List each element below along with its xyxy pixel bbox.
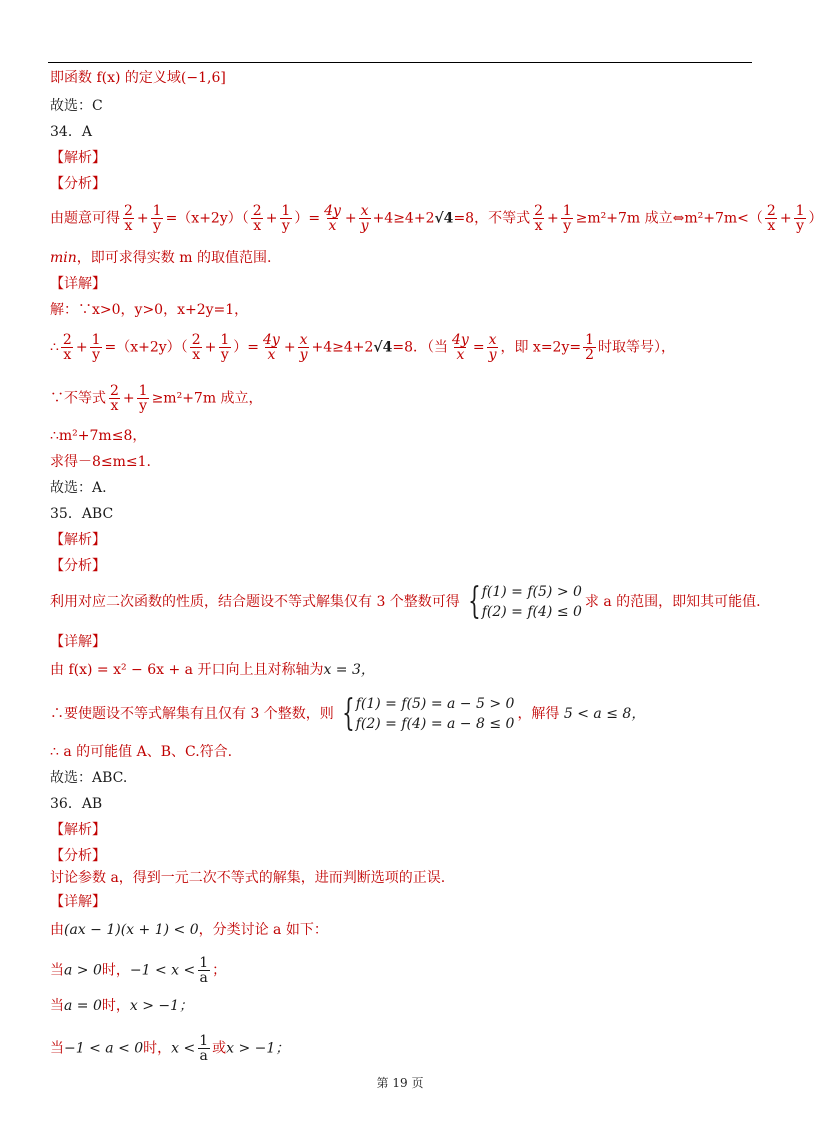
text-segment: ，解得 xyxy=(517,706,560,722)
case-result: x < xyxy=(171,1040,196,1057)
solution-line-1: 解：∵x>0，y>0，x+2y=1， xyxy=(50,302,249,318)
case-condition: a = 0 xyxy=(64,998,102,1014)
sqrt-4: √4 xyxy=(373,339,393,356)
text-segment: 由 xyxy=(50,922,64,938)
sqrt-4: √4 xyxy=(434,210,454,227)
analysis-formula-34: 由题意可得 $\frac{2}{x}$ + $\frac{1}{y}$ =（x+2y）（ $\frac{2}{x}$ + $\frac{1}{y}$ ）= $\frac{4y}{x}$ + $\frac{x}{y}$ +4≥4+2√4=8，不等式 $\frac{2}{x}$ + $\frac{1}{y}$ ≥m²+7m 成立⇔m²+7m<（ $\frac{2}{x}$ + $\frac{1}{y}$ ） xyxy=(50,203,822,234)
solution-36-case-3 xyxy=(50,1034,289,1063)
fraction-2-x: $\frac{2}{x}$ xyxy=(534,203,543,234)
case-result: −1 < x < xyxy=(129,962,196,979)
fraction-1-y: $\frac{1}{y}$ xyxy=(152,203,162,234)
text-segment: +4≥4+2 xyxy=(372,210,435,227)
text-segment: 求 a 的范围，即知其可能值. xyxy=(584,594,761,610)
question-36-number: 36．AB xyxy=(50,796,103,812)
text-segment: ）= xyxy=(294,210,321,227)
solution-36-line-1 xyxy=(50,920,328,940)
fraction-x-y: $\frac{x}{y}$ xyxy=(488,332,497,363)
text-segment: =（x+2y）（ xyxy=(104,339,188,356)
text-segment: ，即 x=2y= xyxy=(500,339,582,356)
fraction-x-y: $\frac{x}{y}$ xyxy=(360,203,369,234)
fenxi-heading-36: 【分析】 xyxy=(50,848,106,864)
solution-line-5: 求得－8≤m≤1. xyxy=(50,454,152,470)
text-segment: ）= xyxy=(233,339,259,356)
solution-35-line-3: ∴ a 的可能值 A、B、C.符合. xyxy=(50,744,233,760)
text-segment: =（x+2y）（ xyxy=(165,210,249,227)
analysis-35 xyxy=(50,582,761,622)
jiexi-heading-35: 【解析】 xyxy=(50,532,106,548)
axis-equation: x = 3， xyxy=(323,662,375,678)
solution-35-line-1 xyxy=(50,660,375,680)
fenxi-heading-34: 【分析】 xyxy=(50,176,106,192)
fraction-4y-x: $\frac{4y}{x}$ xyxy=(263,332,280,363)
solution-line-2: ∴ $\frac{2}{x}$ + $\frac{1}{y}$ =（x+2y）（ $\frac{2}{x}$ + $\frac{1}{y}$ ）= $\frac{4y}{x}$ + $\frac{x}{y}$ +4≥4+2√4=8．（当 $\frac{4y}{x}$ = $\frac{x}{y}$ ，即 x=2y= $\frac{1}{2}$ 时取等号）， xyxy=(50,332,676,363)
answer-line-34: 故选：A. xyxy=(50,480,107,496)
xiangjie-heading-34: 【详解】 xyxy=(50,276,106,292)
question-35-number: 35．ABC xyxy=(50,506,114,522)
inequality-expression: (ax − 1)(x + 1) < 0 xyxy=(64,922,199,938)
fraction-x-y: $\frac{x}{y}$ xyxy=(299,332,308,363)
text-segment: 时取等号）， xyxy=(598,339,676,356)
text-segment: ，分类讨论 a 如下： xyxy=(198,922,328,938)
case-result: x > −1； xyxy=(226,1040,290,1057)
text-segment: 或 xyxy=(212,1040,227,1057)
text-segment: 当 xyxy=(50,962,64,979)
text-segment: 当 xyxy=(50,998,64,1014)
solution-36-case-2 xyxy=(50,996,193,1016)
fraction-2-x: $\frac{2}{x}$ xyxy=(191,332,201,363)
text-segment: 由 f(x) = x² − 6x + a 开口向上且对称轴为 xyxy=(50,662,324,678)
answer-line-33: 故选：C xyxy=(50,98,103,114)
fraction-2-x: $\frac{2}{x}$ xyxy=(252,203,262,234)
solution-line-3: ∵不等式 $\frac{2}{x}$ + $\frac{1}{y}$ ≥m²+7m 成立， xyxy=(50,383,263,414)
fenxi-heading-35: 【分析】 xyxy=(50,558,106,574)
text-segment: 由题意可得 xyxy=(50,210,120,227)
system-row: f(2) = f(4) ≤ 0 xyxy=(481,604,582,620)
fraction-2-x: $\frac{2}{x}$ xyxy=(110,383,119,414)
text-segment: ； xyxy=(212,962,227,979)
question-34-number: 34．A xyxy=(50,124,92,140)
range-result: 5 < a ≤ 8， xyxy=(563,706,646,722)
xiangjie-heading-36: 【详解】 xyxy=(50,894,106,910)
answer-line-35: 故选：ABC. xyxy=(50,770,128,786)
text-segment: 时， xyxy=(101,962,130,979)
fraction-2-x: $\frac{2}{x}$ xyxy=(766,203,776,234)
fraction-1-y: $\frac{1}{y}$ xyxy=(91,332,101,363)
analysis-formula-34-cont xyxy=(50,248,271,268)
fraction-1-y: $\frac{1}{y}$ xyxy=(281,203,291,234)
text-segment: ∴要使题设不等式解集有且仅有 3 个整数，则 xyxy=(50,706,334,722)
left-brace: { xyxy=(467,581,481,622)
text-segment: ） xyxy=(808,210,822,227)
fraction-2-x: $\frac{2}{x}$ xyxy=(124,203,133,234)
inequality-system xyxy=(463,582,582,622)
jiexi-heading-36: 【解析】 xyxy=(50,822,106,838)
xiangjie-heading-35: 【详解】 xyxy=(50,634,106,650)
system-row: f(1) = f(5) > 0 xyxy=(481,584,582,600)
system-row: f(2) = f(4) = a − 8 ≤ 0 xyxy=(355,716,515,732)
case-result: x > −1； xyxy=(129,998,194,1014)
fraction-4y-x: $\frac{4y}{x}$ xyxy=(324,203,341,234)
text-segment: +4≥4+2 xyxy=(311,339,374,356)
solution-36-case-1 xyxy=(50,956,226,985)
page-number: 第 19 页 xyxy=(376,1076,424,1090)
inequality-system xyxy=(337,694,515,734)
text-segment: ∴ xyxy=(50,339,59,356)
fraction-4y-x: $\frac{4y}{x}$ xyxy=(452,332,469,363)
fraction-1-y: $\frac{1}{y}$ xyxy=(220,332,230,363)
text-segment: 时， xyxy=(101,998,130,1014)
system-rows xyxy=(482,582,582,622)
system-rows xyxy=(356,694,515,734)
system-row: f(1) = f(5) = a − 5 > 0 xyxy=(355,696,515,712)
text-segment: 时， xyxy=(143,1040,172,1057)
case-condition: a > 0 xyxy=(64,962,102,979)
text-segment: 当 xyxy=(50,1040,64,1057)
fraction-1-a: $\frac{1}{a}$ xyxy=(199,1033,209,1064)
fraction-2-x: $\frac{2}{x}$ xyxy=(62,332,72,363)
case-condition: −1 < a < 0 xyxy=(64,1040,144,1057)
fraction-1-2: $\frac{1}{2}$ xyxy=(585,332,595,363)
text-segment: ，即可求得实数 m 的取值范围. xyxy=(76,250,272,266)
fraction-1-y: $\frac{1}{y}$ xyxy=(138,383,148,414)
fraction-1-y: $\frac{1}{y}$ xyxy=(795,203,805,234)
text-segment: ≥m²+7m 成立⇔m²+7m<（ xyxy=(575,210,763,227)
domain-line: 即函数 f(x) 的定义域(−1,6] xyxy=(50,70,226,86)
text-segment: =8，不等式 xyxy=(453,210,531,227)
solution-line-4: ∴m²+7m≤8， xyxy=(50,428,147,444)
text-segment: =8．（当 xyxy=(392,339,448,356)
min-subscript: min xyxy=(50,250,77,266)
text-segment: ≥m²+7m 成立， xyxy=(151,390,263,407)
solution-35-line-2 xyxy=(50,694,645,734)
fraction-1-y: $\frac{1}{y}$ xyxy=(562,203,572,234)
jiexi-heading-34: 【解析】 xyxy=(50,150,106,166)
left-brace: { xyxy=(341,693,355,734)
analysis-36: 讨论参数 a，得到一元二次不等式的解集，进而判断选项的正误. xyxy=(50,870,446,886)
header-rule xyxy=(48,62,752,63)
fraction-1-a: $\frac{1}{a}$ xyxy=(199,955,209,986)
text-segment: = xyxy=(472,339,485,356)
text-segment: ∵不等式 xyxy=(50,390,106,407)
text-segment: 利用对应二次函数的性质，结合题设不等式解集仅有 3 个整数可得 xyxy=(50,594,460,610)
